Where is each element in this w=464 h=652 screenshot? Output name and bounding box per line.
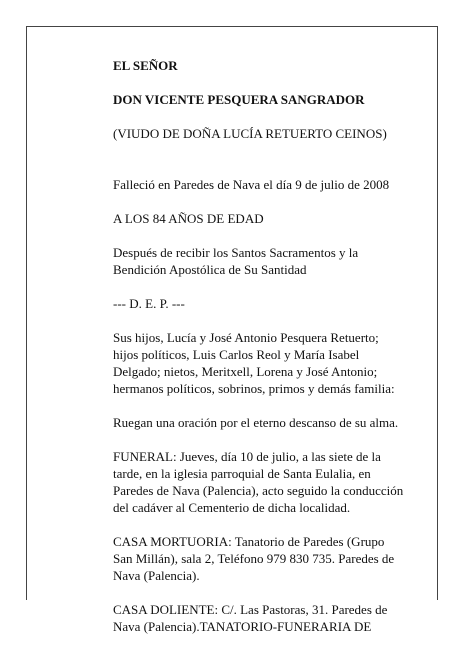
title-line: EL SEÑOR [113,58,178,73]
casa-mortuoria-paragraph: CASA MORTUORIA: Tanatorio de Paredes (Grupo San Millán), sala 2, Teléfono 979 830 735. Paredes de Nava (Palencia). [113,534,395,583]
header-block [113,40,413,159]
age-line: A LOS 84 AÑOS DE EDAD [113,211,264,226]
dep-line: --- D. E. P. --- [113,296,185,311]
casa-doliente-paragraph: CASA DOLIENTE: C/. Las Pastoras, 31. Paredes de Nava (Palencia).TANATORIO-FUNERARIA DE [113,602,388,634]
prayer-request: Ruegan una oración por el eterno descanso de su alma. [113,415,399,430]
family-paragraph: Sus hijos, Lucía y José Antonio Pesquera Retuerto; hijos políticos, Luis Carlos Reol y María Isabel Delgado; nietos, Meritxell, Lorena y José Antonio; hermanos políticos, sobrinos, primos y demás familia: [113,330,395,396]
deceased-name: DON VICENTE PESQUERA SANGRADOR [113,92,365,107]
obituary-text [113,40,413,652]
death-notice: Falleció en Paredes de Nava el día 9 de julio de 2008 [113,177,390,192]
sacraments-paragraph: Después de recibir los Santos Sacramentos y la Bendición Apostólica de Su Santidad [113,245,359,277]
widower-note: (VIUDO DE DOÑA LUCÍA RETUERTO CEINOS) [113,126,387,141]
funeral-paragraph: FUNERAL: Jueves, día 10 de julio, a las siete de la tarde, en la iglesia parroquial de Santa Eulalia, en Paredes de Nava (Palencia), acto seguido la conducción del cadáver al Cementerio de dicha localidad. [113,449,404,515]
